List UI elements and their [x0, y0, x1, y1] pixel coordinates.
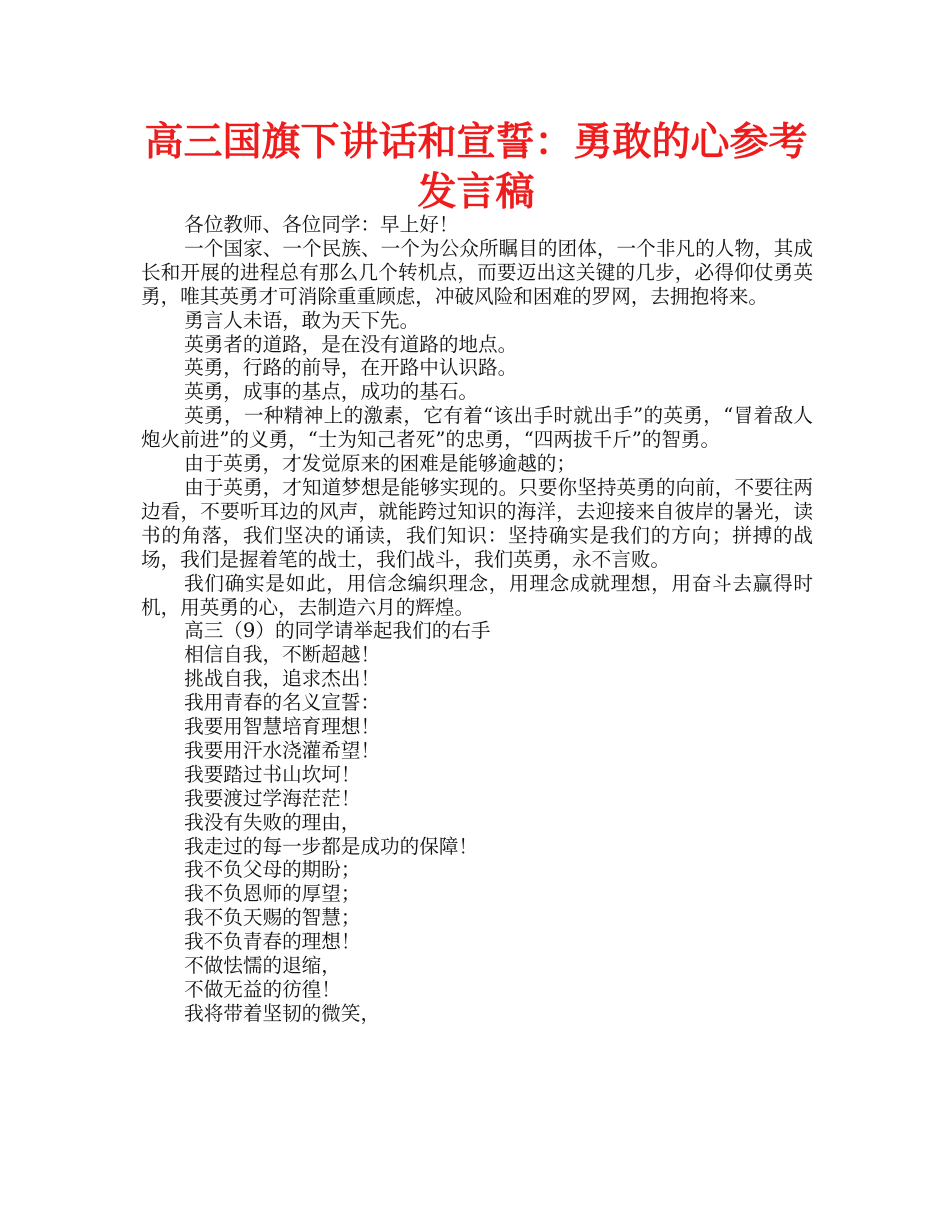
paragraph: 英勇者的道路，是在没有道路的地点。 — [184, 332, 518, 356]
paragraph: 我不负天赐的智慧； — [184, 906, 361, 930]
paragraph: 英勇，成事的基点，成功的基石。 — [184, 380, 479, 404]
paragraph: 各位教师、各位同学：早上好！ — [184, 213, 459, 236]
paragraph: 我将带着坚韧的微笑， — [184, 1001, 381, 1025]
paragraph: 我要渡过学海茫茫！ — [184, 786, 361, 810]
document-title: 高三国旗下讲话和宣誓：勇敢的心参考发言稿 — [144, 120, 808, 215]
paragraph: 一个国家、一个民族、一个为公众所瞩目的团体，一个非凡的人物，其成长和开展的进程总有那么几个转机点，而要迈出这关键的几步，必得仰仗勇英勇，唯其英勇才可消除重重顾虑，冲破风险和困难的罗网，去拥抱将来。 — [141, 236, 813, 308]
paragraph: 我要用汗水浇灌希望！ — [184, 738, 381, 762]
paragraph: 我用青春的名义宣誓： — [184, 691, 381, 715]
paragraph: 英勇，一种精神上的激素，它有着“该出手时就出手”的英勇，“冒着敌人炮火前进”的义勇，“士为知己者死”的忠勇，“四两拔千斤”的智勇。 — [141, 404, 813, 452]
paragraph: 相信自我，不断超越！ — [184, 643, 381, 667]
paragraph: 不做怯懦的退缩， — [184, 954, 341, 978]
paragraph: 我没有失败的理由， — [184, 810, 361, 834]
paragraph: 我不负青春的理想！ — [184, 930, 361, 954]
paragraph: 高三（9）的同学请举起我们的右手 — [184, 619, 491, 643]
paragraph: 不做无益的彷徨！ — [184, 978, 341, 1001]
paragraph: 由于英勇，才知道梦想是能够实现的。只要你坚持英勇的向前，不要往两边看，不要听耳边的风声，就能跨过知识的海洋，去迎接来自彼岸的暑光，读书的角落，我们坚决的诵读，我们知识：坚持确实是我们的方向；拼搏的战场，我们是握着笔的战士，我们战斗，我们英勇，永不言败。 — [141, 475, 813, 571]
paragraph: 我们确实是如此，用信念编织理念，用理念成就理想，用奋斗去赢得时机，用英勇的心，去制造六月的辉煌。 — [141, 571, 813, 619]
paragraph: 我要用智慧培育理想！ — [184, 715, 381, 739]
paragraph: 英勇，行路的前导，在开路中认识路。 — [184, 356, 518, 380]
paragraph: 我不负父母的期盼； — [184, 858, 361, 882]
paragraph: 勇言人未语，敢为天下先。 — [184, 308, 420, 332]
paragraph: 我不负恩师的厚望； — [184, 882, 361, 906]
paragraph: 由于英勇，才发觉原来的困难是能够逾越的； — [184, 452, 576, 476]
paragraph: 我走过的每一步都是成功的保障！ — [184, 834, 479, 858]
document-body — [141, 213, 813, 1026]
paragraph: 挑战自我，追求杰出！ — [184, 667, 381, 691]
paragraph: 我要踏过书山坎坷！ — [184, 762, 361, 786]
